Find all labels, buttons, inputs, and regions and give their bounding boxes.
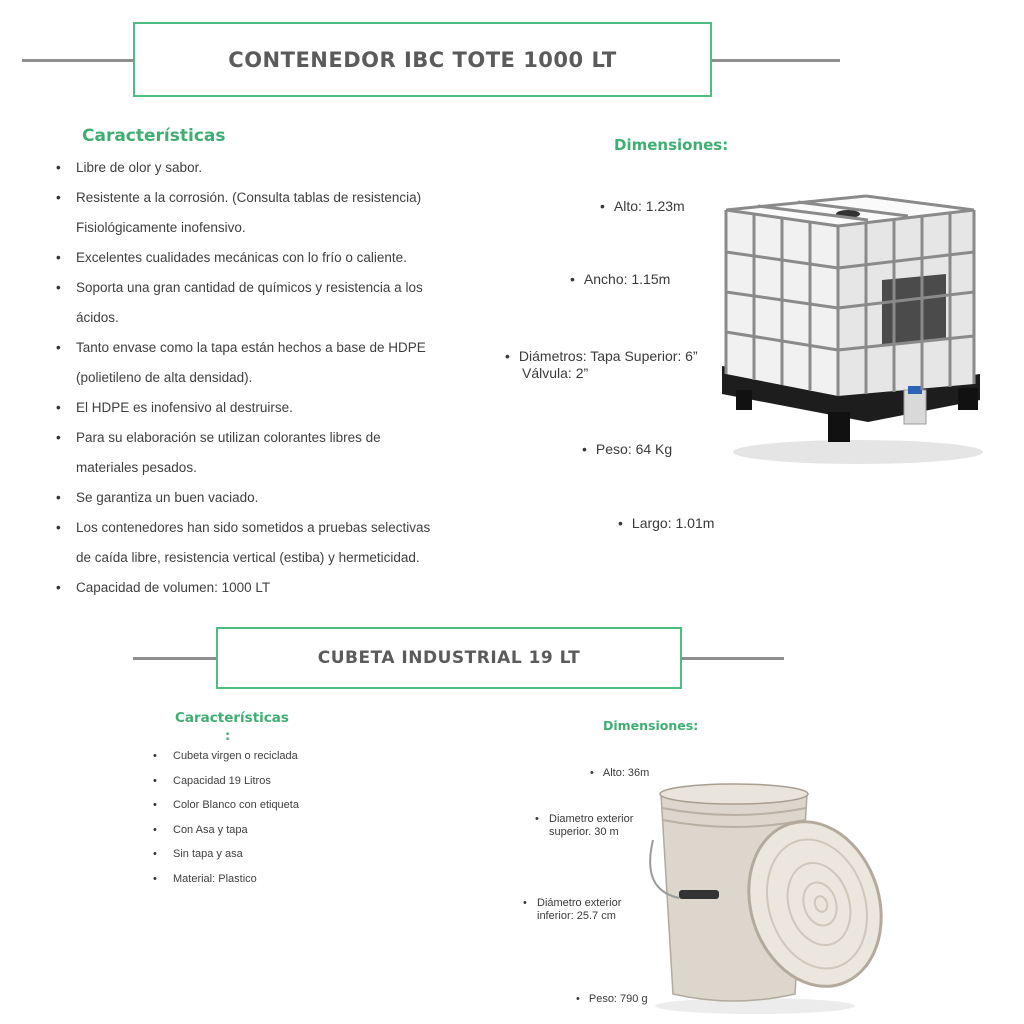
bucket-dimensions-heading: Dimensiones: — [603, 718, 699, 733]
bucket-title-rule-left — [133, 657, 218, 660]
bucket-feature-item: • Capacidad 19 Litros — [153, 769, 413, 794]
bucket-title-box — [216, 627, 682, 689]
ibc-title: CONTENEDOR IBC TOTE 1000 LT — [228, 47, 617, 72]
ibc-title-box — [133, 22, 712, 97]
ibc-feature-item: • El HDPE es inofensivo al destruirse. — [56, 393, 478, 423]
ibc-feature-item: • Libre de olor y sabor. — [56, 153, 478, 183]
ibc-dimensions-heading: Dimensiones: — [614, 136, 729, 154]
ibc-feature-item: • Capacidad de volumen: 1000 LT — [56, 573, 478, 603]
bucket-feature-item: • Sin tapa y asa — [153, 842, 413, 867]
bucket-image — [645, 780, 890, 1016]
ibc-feature-item: • Tanto envase como la tapa están hechos a base de HDPE (polietileno de alta densidad). — [56, 333, 478, 393]
ibc-dim-diametros: • Diámetros: Tapa Superior: 6” Válvula: 2” — [505, 348, 698, 381]
ibc-feature-item: • Excelentes cualidades mecánicas con lo frío o caliente. — [56, 243, 478, 273]
ibc-dim-peso: • Peso: 64 Kg — [582, 441, 673, 457]
ibc-features-list — [56, 153, 478, 603]
bucket-dim-alto: • Alto: 36m — [590, 767, 650, 779]
ibc-feature-item: • Para su elaboración se utilizan colorantes libres de materiales pesados. — [56, 423, 478, 483]
bucket-dim-peso: • Peso: 790 g — [576, 993, 648, 1005]
bucket-feature-item: • Con Asa y tapa — [153, 818, 413, 843]
bucket-dim-diam-sup: • Diametro exterior superior. 30 m — [535, 813, 634, 838]
ibc-feature-item: • Se garantiza un buen vaciado. — [56, 483, 478, 513]
ibc-features-heading: Características — [82, 126, 226, 146]
title-rule-left — [22, 59, 134, 62]
ibc-feature-item: • Resistente a la corrosión. (Consulta tablas de resistencia) Fisiológicamente inofensivo. — [56, 183, 478, 243]
bucket-title: CUBETA INDUSTRIAL 19 LT — [317, 648, 581, 668]
ibc-dim-alto: • Alto: 1.23m — [600, 198, 685, 214]
ibc-feature-item: • Los contenedores han sido sometidos a pruebas selectivas de caída libre, resistencia vertical (estiba) y hermeticidad. — [56, 513, 478, 573]
title-rule-right — [710, 59, 840, 62]
bucket-feature-item: • Color Blanco con etiqueta — [153, 793, 413, 818]
ibc-dim-largo: • Largo: 1.01m — [618, 515, 715, 531]
bucket-feature-item: • Material: Plastico — [153, 867, 413, 892]
ibc-tote-image — [718, 190, 984, 468]
bucket-features-heading: Características — [175, 710, 289, 726]
bucket-features-list — [153, 744, 413, 891]
ibc-feature-item: • Soporta una gran cantidad de químicos y resistencia a los ácidos. — [56, 273, 478, 333]
ibc-dim-ancho: • Ancho: 1.15m — [570, 271, 671, 287]
bucket-dim-diam-inf: • Diámetro exterior inferior: 25.7 cm — [523, 897, 622, 922]
bucket-title-rule-right — [680, 657, 784, 660]
bucket-feature-item: • Cubeta virgen o reciclada — [153, 744, 413, 769]
bucket-features-colon: : — [225, 729, 231, 744]
